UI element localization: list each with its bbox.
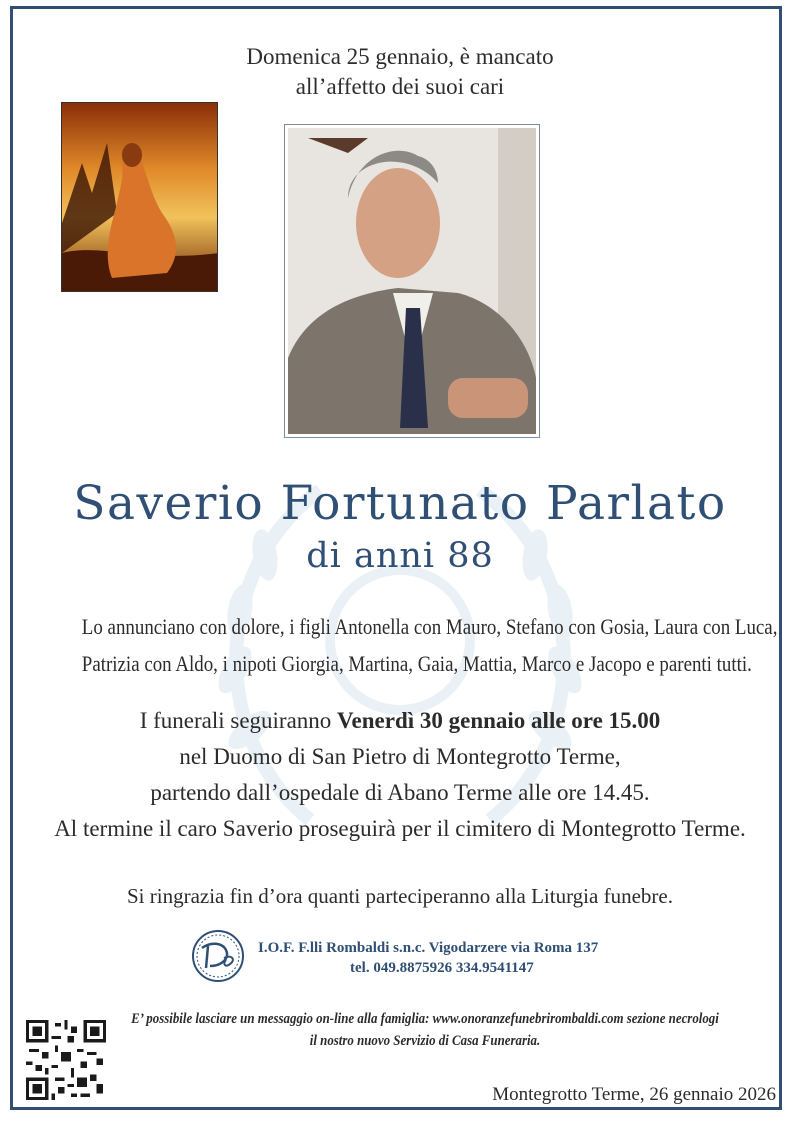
funeral-line-1 bbox=[0, 703, 800, 739]
place-and-date: Montegrotto Terme, 26 gennaio 2026 bbox=[492, 1084, 776, 1105]
deceased-age: di anni 88 bbox=[306, 536, 494, 576]
intro-line-2: all’affetto dei suoi cari bbox=[295, 74, 505, 99]
deceased-photo bbox=[288, 128, 536, 434]
online-line-2: il nostro nuovo Servizio di Casa Funeraria. bbox=[309, 1033, 541, 1049]
funeral-line-4: Al termine il caro Saverio proseguirà per il cimitero di Montegrotto Terme. bbox=[54, 816, 746, 841]
funeral-line-2: nel Duomo di San Pietro di Montegrotto Terme, bbox=[179, 744, 621, 769]
thanks-message: Si ringrazia fin d’ora quanti parteciperanno alla Liturgia funebre. bbox=[127, 884, 673, 908]
deceased-name: Saverio Fortunato Parlato bbox=[73, 476, 727, 531]
funeral-date: Venerdì 30 gennaio alle ore 15.00 bbox=[337, 708, 661, 733]
deceased-photo-frame bbox=[284, 124, 540, 438]
announce-line-1: Lo annunciano con dolore, i figli Antonella con Mauro, Stefano con Gosia, Laura con Luca, bbox=[81, 614, 778, 639]
company-phone: tel. 049.8875926 334.9541147 bbox=[350, 960, 534, 976]
online-line-1: E’ possibile lasciare un messaggio on-line alla famiglia: www.onoranzefunebrirombaldi.com sezione necrologi bbox=[131, 1011, 719, 1027]
funeral-prefix: I funerali seguiranno bbox=[139, 708, 338, 733]
funeral-home-logo bbox=[188, 928, 248, 984]
announce-line-2: Patrizia con Aldo, i nipoti Giorgia, Martina, Gaia, Mattia, Marco e Jacopo e parenti tutti. bbox=[81, 651, 752, 676]
family-announcement bbox=[81, 608, 778, 682]
funeral-home-info bbox=[258, 938, 598, 978]
intro-line-1: Domenica 25 gennaio, è mancato bbox=[246, 44, 554, 69]
funeral-line-3: partendo dall’ospedale di Abano Terme alle ore 14.45. bbox=[150, 780, 650, 805]
death-announcement-intro bbox=[180, 42, 620, 102]
religious-image bbox=[61, 102, 218, 292]
funeral-details bbox=[0, 703, 800, 847]
qr-code[interactable] bbox=[26, 1020, 106, 1100]
online-message-info bbox=[60, 1008, 791, 1052]
company-name-address: I.O.F. F.lli Rombaldi s.n.c. Vigodarzere via Roma 137 bbox=[258, 940, 599, 956]
